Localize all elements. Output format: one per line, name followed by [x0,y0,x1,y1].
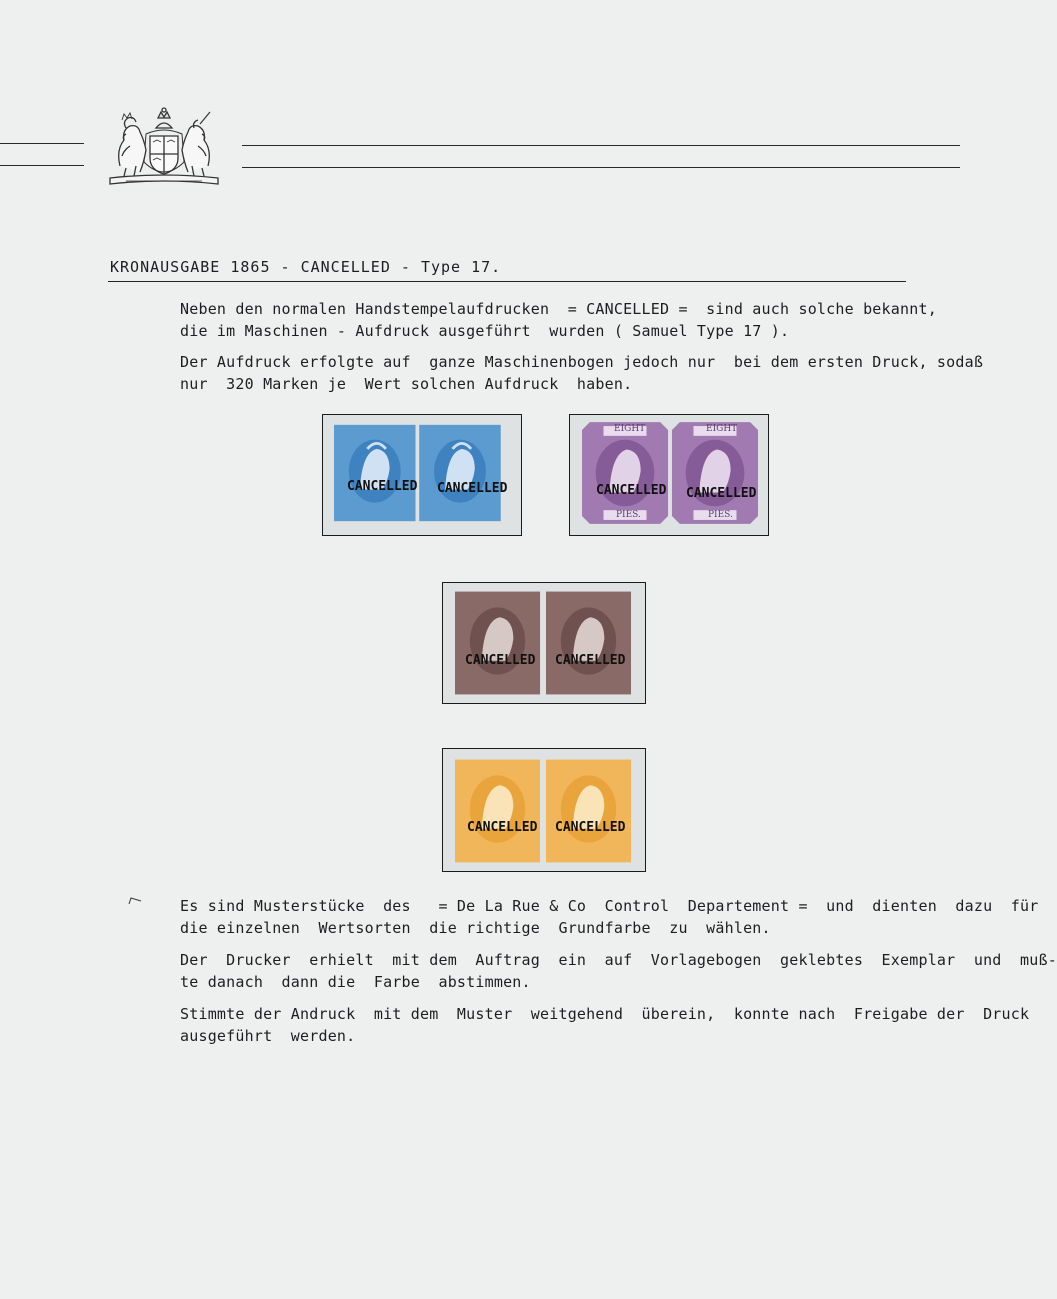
overprint-cancelled: CANCELLED [596,483,667,498]
notes-line-6: ausgeführt werden. [180,1027,356,1045]
header-rule-left-top [0,143,84,144]
header-rule-right-bottom [242,167,960,168]
overprint-cancelled: CANCELLED [347,479,418,494]
header-rule-right-top [242,145,960,146]
intro-line-1: Neben den normalen Handstempelaufdrucken = CANCELLED = sind auch solche bekannt, [180,300,937,318]
overprint-cancelled: CANCELLED [467,820,538,835]
notes-line-1: Es sind Musterstücke des = De La Rue & Co Control Departement = und dienten dazu für [180,897,1039,915]
stamp-value-pies: PIES. [708,510,733,520]
stamp-value-eight: EIGHT [706,424,738,434]
notes-line-5: Stimmte der Andruck mit dem Muster weitgehend überein, konnte nach Freigabe der Druck [180,1005,1030,1023]
overprint-cancelled: CANCELLED [555,820,626,835]
pencil-mark-icon [128,896,142,906]
stamp-value-eight: EIGHT [614,424,646,434]
overprint-cancelled: CANCELLED [686,486,757,501]
stamp-value-pies: PIES. [616,510,641,520]
stamp-pair-orange [455,759,633,863]
title-underline [108,281,906,282]
intro-line-4: nur 320 Marken je Wert solchen Aufdruck haben. [180,375,633,393]
royal-coat-of-arms-icon [106,106,222,188]
stamp-mount-orange [442,748,646,872]
overprint-cancelled: CANCELLED [437,481,508,496]
intro-line-2: die im Maschinen - Aufdruck ausgeführt wurden ( Samuel Type 17 ). [180,322,790,340]
stamp-pair-blue [334,421,510,525]
notes-line-2: die einzelnen Wertsorten die richtige Grundfarbe zu wählen. [180,919,771,937]
notes-line-4: te danach dann die Farbe abstimmen. [180,973,531,991]
page-title: KRONAUSGABE 1865 - CANCELLED - Type 17. [110,258,502,276]
stamp-pair-brown [455,591,633,695]
notes-line-3: Der Drucker erhielt mit dem Auftrag ein auf Vorlagebogen geklebtes Exemplar und muß- [180,951,1057,969]
stamp-mount-blue [322,414,522,536]
stamp-mount-violet [569,414,769,536]
header-rule-left-bottom [0,165,84,166]
stamp-mount-brown [442,582,646,704]
intro-line-3: Der Aufdruck erfolgte auf ganze Maschinenbogen jedoch nur bei dem ersten Druck, sodaß [180,353,984,371]
overprint-cancelled: CANCELLED [555,653,626,668]
overprint-cancelled: CANCELLED [465,653,536,668]
